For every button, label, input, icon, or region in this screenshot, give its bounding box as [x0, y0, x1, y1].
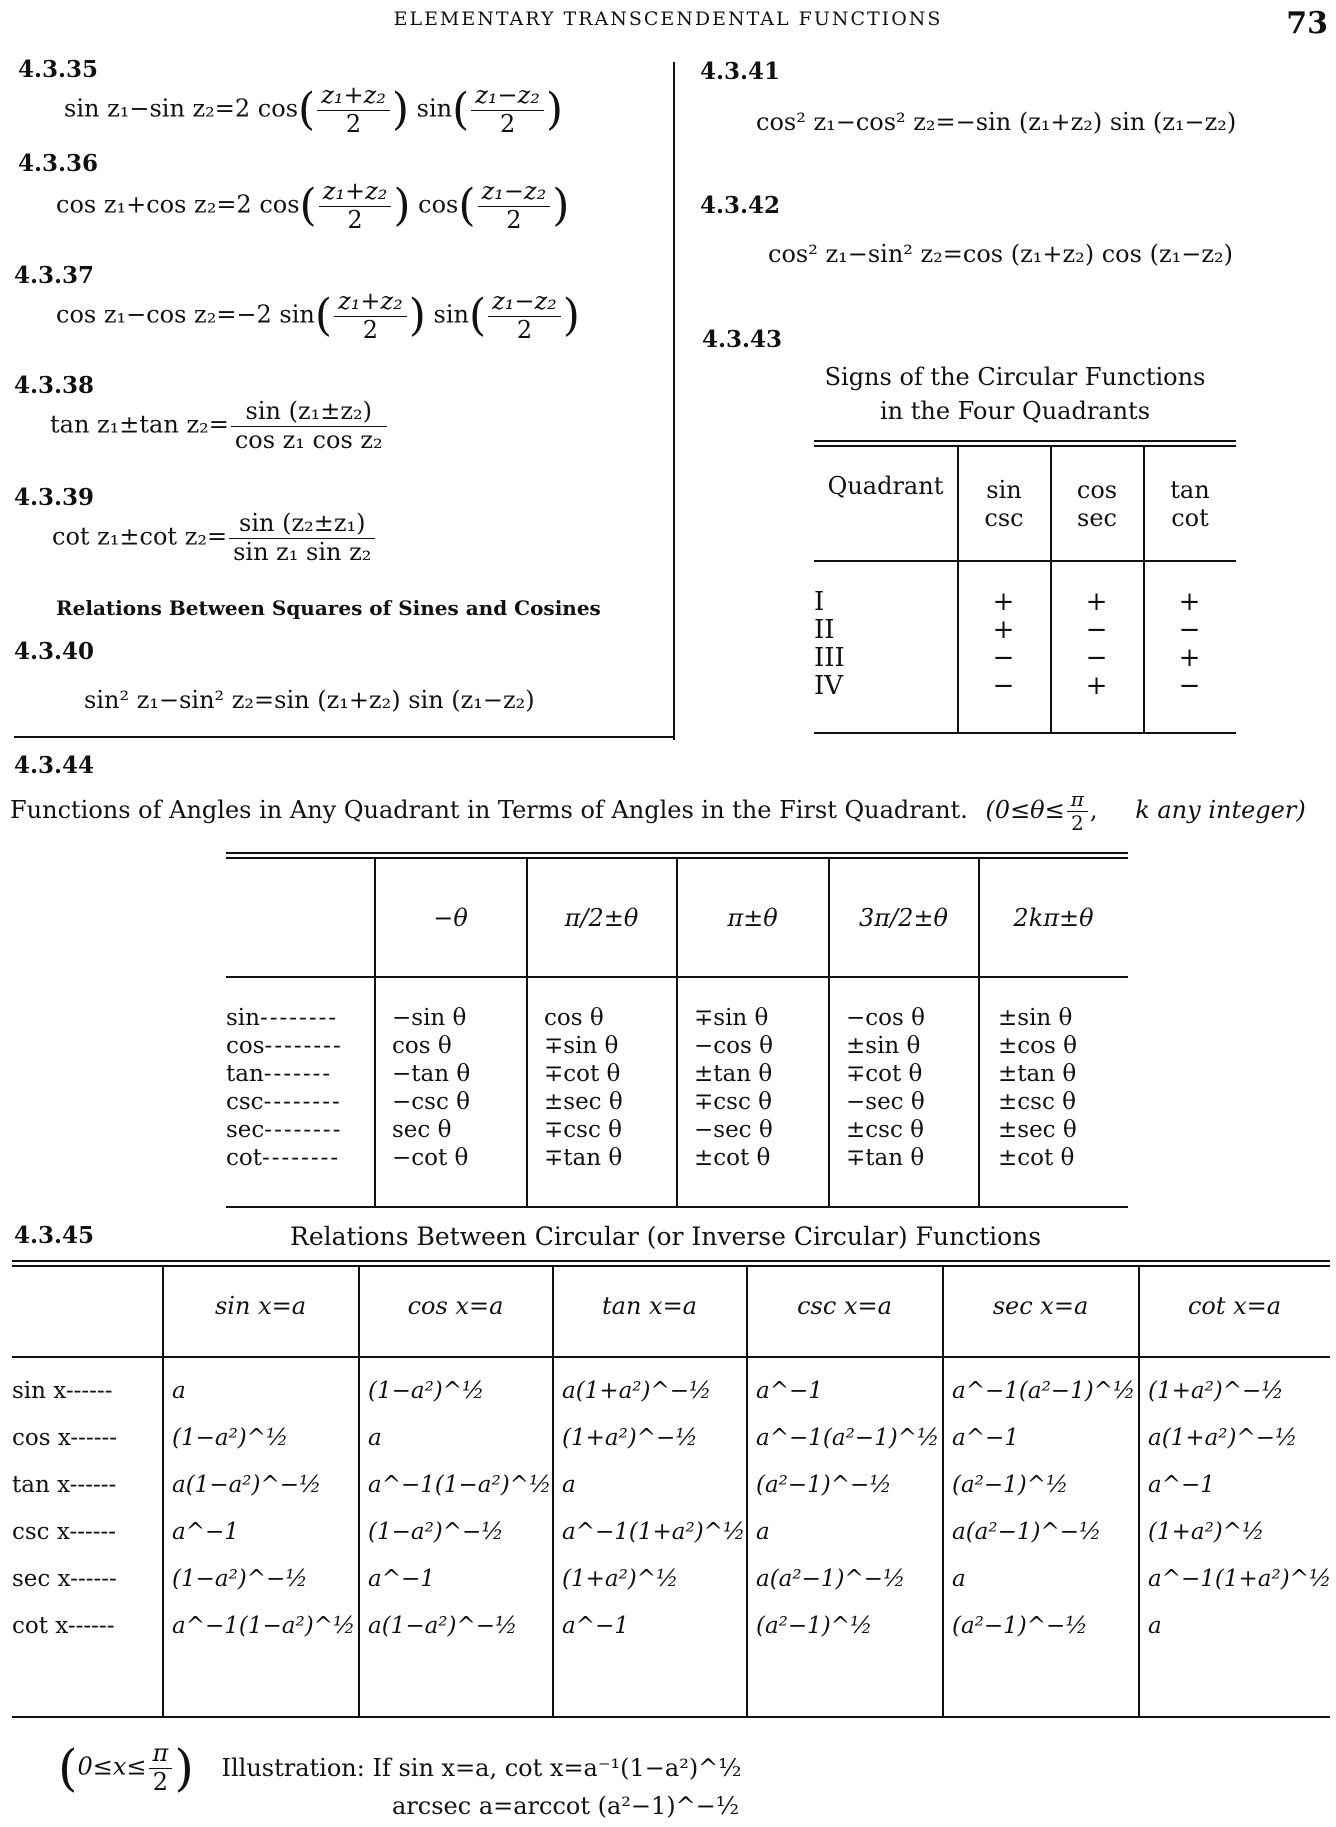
signs-table-title-line: Signs of the Circular Functions [824, 363, 1206, 391]
column-header: sec x=a [992, 1292, 1089, 1320]
quadrant-column [694, 1004, 773, 1172]
table-cell: ±sin θ [998, 1005, 1073, 1031]
sign-cell: + [992, 615, 1015, 645]
table-cell: a^−1(1−a²)^½ [172, 1613, 356, 1639]
fraction-denominator: 2 [506, 205, 522, 234]
fraction-denominator: 2 [347, 205, 363, 234]
table-cell: a^−1(1+a²)^½ [562, 1519, 746, 1545]
table-cell: a^−1 [952, 1425, 1019, 1451]
column-header-quadrant: Quadrant [827, 472, 944, 500]
sign-cell: − [1085, 643, 1108, 673]
fraction-numerator: z₁+z₂ [334, 288, 407, 317]
fraction [478, 178, 551, 234]
equation-number: 4.3.44 [14, 752, 95, 779]
column-header: tan x=a [602, 1292, 697, 1320]
table-row [12, 1566, 1330, 1613]
formula-mid: sin [433, 300, 469, 329]
fraction [231, 398, 387, 454]
fraction-denominator: cos z₁ cos z₂ [234, 425, 383, 454]
table-cell: (1+a²)^½ [562, 1566, 679, 1592]
fraction-denominator: 2 [516, 315, 533, 344]
fraction-numerator: π [149, 1740, 173, 1769]
row-label: csc x------ [12, 1519, 117, 1545]
table-cell: (1−a²)^½ [172, 1425, 289, 1451]
column-header-tan-cot: tan cot [1170, 476, 1210, 532]
formula-mid: sin [416, 94, 453, 123]
left-block-rule [14, 736, 674, 738]
fraction-denominator: 2 [499, 109, 516, 138]
table-cell: (a²−1)^−½ [756, 1472, 892, 1498]
table-cell: ∓csc θ [544, 1117, 622, 1143]
table-cell: (1−a²)^½ [368, 1378, 485, 1404]
caption-cond-a: (0≤θ≤ [985, 796, 1065, 824]
sign-cell: − [1178, 671, 1201, 701]
table-cell: a^−1(a²−1)^½ [952, 1378, 1136, 1404]
table-row [12, 1425, 1330, 1472]
fraction-numerator: z₁−z₂ [478, 178, 551, 207]
quadrant-label: IV [814, 671, 844, 701]
running-head: ELEMENTARY TRANSCENDENTAL FUNCTIONS [393, 8, 943, 30]
table-cell: a [368, 1425, 382, 1451]
page-number: 73 [1286, 6, 1328, 41]
column-header: π/2±θ [564, 904, 639, 932]
table-cell: a^−1 [1148, 1472, 1215, 1498]
equation-number: 4.3.43 [702, 326, 783, 353]
fraction-denominator: 2 [152, 1767, 169, 1796]
fraction-denominator: 2 [1070, 811, 1084, 835]
sign-cell: − [992, 671, 1015, 701]
table-row [814, 644, 1236, 672]
table-cell: ∓sin θ [694, 1005, 769, 1031]
table-cell: (1−a²)^−½ [368, 1519, 504, 1545]
table-cell: ±csc θ [998, 1089, 1076, 1115]
column-header-sin-csc: sin csc [984, 476, 1024, 532]
row-labels [226, 1004, 374, 1172]
subheading: Relations Between Squares of Sines and Cosines [56, 596, 601, 620]
fraction [229, 510, 375, 566]
table-cell: ±cos θ [998, 1033, 1077, 1059]
table-cell: a [172, 1378, 186, 1404]
table-row [12, 1519, 1330, 1566]
table-cell: ±tan θ [694, 1061, 773, 1087]
table-cell: a(1+a²)^−½ [1148, 1425, 1298, 1451]
table-cell: ±sec θ [544, 1089, 623, 1115]
illustration-line-1: Illustration: If sin x=a, cot x=a⁻¹(1−a²)^½ [221, 1754, 742, 1783]
fraction [317, 82, 390, 138]
table-cell: a^−1 [172, 1519, 239, 1545]
row-label: tan------- [226, 1061, 333, 1087]
table-cell: a(1−a²)^−½ [368, 1613, 518, 1639]
formula-lhs: cos z₁+cos z₂=2 cos [56, 190, 300, 219]
quadrant-table [226, 852, 1128, 1208]
equation-number: 4.3.45 [14, 1222, 95, 1249]
signs-table-title [790, 360, 1240, 428]
sign-cell: + [1178, 643, 1201, 673]
column-header: 3π/2±θ [859, 904, 948, 932]
fraction-numerator: z₁+z₂ [317, 82, 390, 111]
equation-number: 4.3.38 [14, 372, 95, 399]
table-row [12, 1472, 1330, 1519]
fraction-denominator: sin z₁ sin z₂ [233, 537, 372, 566]
table-cell: sec θ [392, 1117, 452, 1143]
relations-table [12, 1260, 1330, 1720]
table-cell: ∓csc θ [694, 1089, 772, 1115]
table-cell: (1−a²)^−½ [172, 1566, 308, 1592]
table-cell: ±csc θ [846, 1117, 924, 1143]
row-label: cos x------ [12, 1425, 118, 1451]
caption-text: Functions of Angles in Any Quadrant in Terms of Angles in the First Quadrant. [10, 796, 968, 824]
table-cell: (a²−1)^½ [756, 1613, 873, 1639]
fraction-numerator: sin (z₂±z₁) [229, 510, 375, 539]
caption-cond-b: , [1089, 796, 1098, 824]
row-label: sin-------- [226, 1005, 339, 1031]
illustration-line-2: arcsec a=arccot (a²−1)^−½ [392, 1792, 740, 1820]
row-label: tan x------ [12, 1472, 117, 1498]
formula-4-3-36: cos z₁+cos z₂=2 cos( $\frac{\text{z₁+z₂}}{2}$ ) cos( $\frac{\text{z₁−z₂}}{2}$ ) [56, 177, 570, 234]
formula-4-3-39 [52, 510, 377, 566]
table-cell: −cot θ [392, 1145, 469, 1171]
signs-table-title-line: in the Four Quadrants [879, 397, 1151, 425]
fraction [471, 82, 544, 138]
quadrant-label: III [814, 643, 845, 673]
formula-lhs: tan z₁±tan z₂= [50, 410, 229, 439]
table-cell: a(1+a²)^−½ [562, 1378, 712, 1404]
column-divider [673, 62, 675, 740]
row-label: cot-------- [226, 1145, 341, 1171]
table-cell: −csc θ [392, 1089, 470, 1115]
table-cell: −sec θ [694, 1117, 773, 1143]
fraction-denominator: 2 [362, 315, 379, 344]
table-cell: ±cot θ [998, 1145, 1075, 1171]
fraction [319, 178, 392, 234]
column-header: cot x=a [1187, 1292, 1282, 1320]
table-cell: a [1148, 1613, 1162, 1639]
equation-number: 4.3.39 [14, 484, 95, 511]
relations-table-title: Relations Between Circular (or Inverse Circular) Functions [290, 1222, 1042, 1251]
table-cell: (a²−1)^−½ [952, 1613, 1088, 1639]
table-cell: ±cot θ [694, 1145, 771, 1171]
table-cell: (1+a²)^−½ [562, 1425, 698, 1451]
sign-cell: + [1085, 587, 1108, 617]
table-cell: (a²−1)^½ [952, 1472, 1069, 1498]
relations-table-body [12, 1378, 1330, 1660]
column-header: csc x=a [797, 1292, 892, 1320]
table-cell: −tan θ [392, 1061, 471, 1087]
quadrant-column [846, 1004, 925, 1172]
table-row [814, 672, 1236, 700]
fraction-numerator: sin (z₁±z₂) [231, 398, 387, 427]
table-cell: −cos θ [846, 1005, 925, 1031]
fraction-numerator: π [1067, 788, 1088, 812]
fraction-numerator: z₁−z₂ [488, 288, 561, 317]
table-cell: a^−1(a²−1)^½ [756, 1425, 940, 1451]
fraction-numerator: z₁−z₂ [471, 82, 544, 111]
table-cell: a(a²−1)^−½ [952, 1519, 1102, 1545]
illustration-condition: 0≤x≤ [77, 1752, 147, 1781]
formula-4-3-41: cos² z₁−cos² z₂=−sin (z₁+z₂) sin (z₁−z₂) [756, 108, 1237, 136]
formula-4-3-42: cos² z₁−sin² z₂=cos (z₁+z₂) cos (z₁−z₂) [768, 240, 1233, 268]
row-label: cot x------ [12, 1613, 115, 1639]
fraction-numerator: z₁+z₂ [319, 178, 392, 207]
fraction [334, 288, 407, 344]
formula-mid: cos [418, 190, 459, 219]
table-cell: a^−1 [756, 1378, 823, 1404]
signs-table [814, 440, 1236, 734]
table-cell: a(a²−1)^−½ [756, 1566, 906, 1592]
formula-4-3-38 [50, 398, 389, 454]
column-header-cos-sec: cos sec [1076, 476, 1118, 532]
equation-number: 4.3.36 [18, 150, 99, 177]
column-header: −θ [433, 904, 468, 932]
table-cell: (1+a²)^−½ [1148, 1378, 1284, 1404]
table-cell: ±sec θ [998, 1117, 1077, 1143]
caption-k: k any integer) [1135, 796, 1306, 824]
table-cell: ∓sin θ [544, 1033, 619, 1059]
column-header: π±θ [727, 904, 778, 932]
table-row [12, 1378, 1330, 1425]
illustration: (0≤x≤ $\frac{\pi}{2}$ ) Illustration: If sin x=a, cot x=a⁻¹(1−a²)^½ [58, 1739, 742, 1798]
table-cell: −cos θ [694, 1033, 773, 1059]
table-cell: −sin θ [392, 1005, 467, 1031]
quadrant-label: II [814, 615, 835, 645]
formula-4-3-40: sin² z₁−sin² z₂=sin (z₁+z₂) sin (z₁−z₂) [84, 686, 535, 714]
table-row [814, 616, 1236, 644]
table-cell: −sec θ [846, 1089, 925, 1115]
table-cell: (1+a²)^½ [1148, 1519, 1265, 1545]
row-label: sin x------ [12, 1378, 113, 1404]
equation-number: 4.3.40 [14, 638, 95, 665]
quadrant-column [544, 1004, 623, 1172]
table-cell: ∓tan θ [544, 1145, 623, 1171]
formula-4-3-35: sin z₁−sin z₂=2 cos( $\frac{\text{z₁+z₂}}{2}$ ) sin( $\frac{\text{z₁−z₂}}{2}$ ) [64, 81, 564, 138]
table-cell: a^−1 [368, 1566, 435, 1592]
equation-number: 4.3.41 [700, 58, 781, 85]
table-cell: a^−1 [562, 1613, 629, 1639]
table-cell: cos θ [544, 1005, 604, 1031]
sign-cell: − [1178, 615, 1201, 645]
equation-number: 4.3.42 [700, 192, 781, 219]
fraction [149, 1740, 173, 1796]
row-label: sec x------ [12, 1566, 117, 1592]
table-cell: a [562, 1472, 576, 1498]
table-cell: cos θ [392, 1033, 452, 1059]
table-cell: a(1−a²)^−½ [172, 1472, 322, 1498]
row-label: csc-------- [226, 1089, 342, 1115]
caption-condition [985, 787, 1098, 835]
quadrant-table-caption [10, 788, 1306, 835]
table-cell: a^−1(1+a²)^½ [1148, 1566, 1332, 1592]
equation-number: 4.3.35 [18, 56, 99, 83]
quadrant-column [392, 1004, 470, 1172]
table-cell: ∓cot θ [846, 1061, 923, 1087]
sign-cell: + [1085, 671, 1108, 701]
row-label: sec-------- [226, 1117, 343, 1143]
table-cell: a [952, 1566, 966, 1592]
formula-4-3-37: cos z₁−cos z₂=−2 sin( $\frac{\text{z₁+z₂}}{2}$ ) sin( $\frac{\text{z₁−z₂}}{2}$ ) [56, 287, 580, 344]
formula-lhs: sin z₁−sin z₂=2 cos [64, 94, 299, 123]
table-cell: ±tan θ [998, 1061, 1077, 1087]
formula-lhs: cot z₁±cot z₂= [52, 522, 228, 551]
quadrant-column [998, 1004, 1077, 1172]
row-label: cos-------- [226, 1033, 343, 1059]
fraction-denominator: 2 [345, 109, 362, 138]
column-header: 2kπ±θ [1013, 904, 1094, 932]
sign-cell: − [992, 643, 1015, 673]
table-cell: ∓tan θ [846, 1145, 925, 1171]
sign-cell: + [992, 587, 1015, 617]
table-cell: ∓cot θ [544, 1061, 621, 1087]
equation-number: 4.3.37 [14, 262, 95, 289]
column-header: sin x=a [214, 1292, 307, 1320]
fraction [1067, 788, 1088, 835]
sign-cell: − [1085, 615, 1108, 645]
table-row [12, 1613, 1330, 1660]
signs-table-body [814, 588, 1236, 700]
fraction [488, 288, 561, 344]
table-cell: ±sin θ [846, 1033, 921, 1059]
formula-lhs: cos z₁−cos z₂=−2 sin [56, 300, 315, 329]
table-cell: a [756, 1519, 770, 1545]
quadrant-label: I [814, 587, 825, 617]
column-header: cos x=a [407, 1292, 504, 1320]
table-row [814, 588, 1236, 616]
table-cell: a^−1(1−a²)^½ [368, 1472, 552, 1498]
sign-cell: + [1178, 587, 1201, 617]
